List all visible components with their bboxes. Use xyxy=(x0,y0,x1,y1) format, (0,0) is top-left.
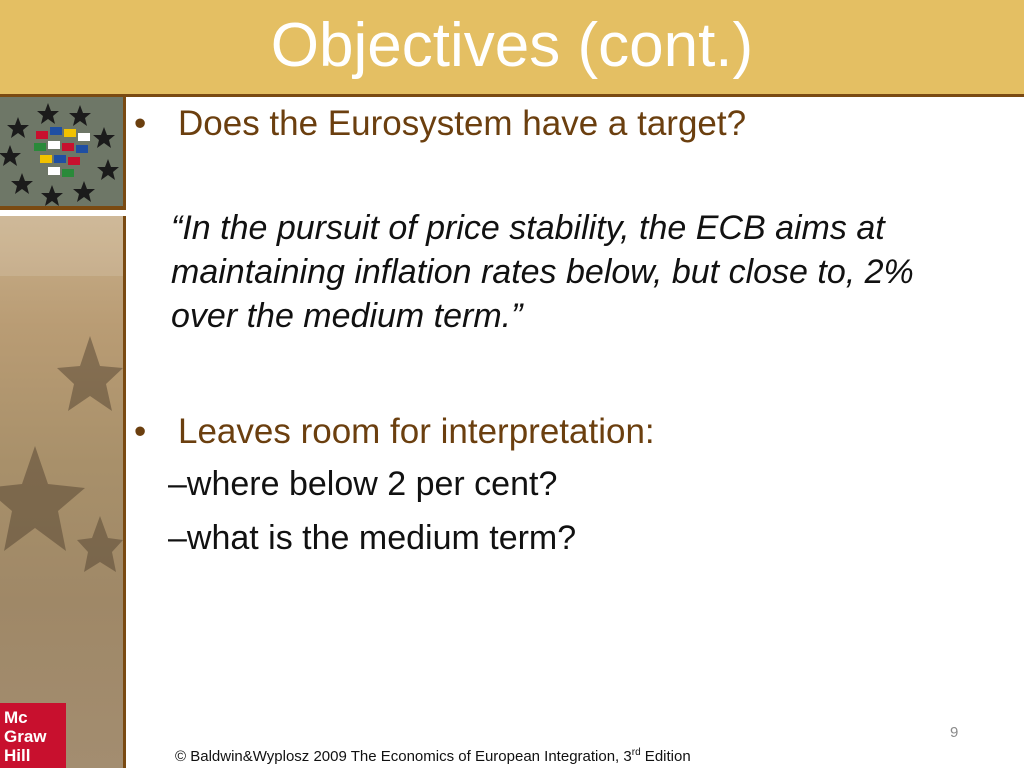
mcgraw-hill-wordmark xyxy=(2,707,64,767)
starfish-illustration xyxy=(0,216,123,768)
bullet-text: Does the Eurosystem have a target? xyxy=(178,104,747,143)
footer-text: © Baldwin&Wyplosz 2009 The Economics of European Integration, 3 xyxy=(175,748,632,765)
bullet-marker: • xyxy=(134,104,147,143)
title-bar xyxy=(0,0,1024,94)
sub-point: –what is the medium term? xyxy=(168,519,577,557)
mcgraw-hill-logo xyxy=(0,703,66,768)
footer-suffix: Edition xyxy=(640,748,691,765)
side-separator xyxy=(0,206,126,210)
side-panel xyxy=(0,97,128,768)
page-number: 9 xyxy=(950,724,959,741)
svg-text:Mc: Mc xyxy=(4,708,28,727)
title-divider xyxy=(0,94,1024,97)
eu-stars-illustration xyxy=(0,97,123,206)
slide-title: Objectives (cont.) xyxy=(270,11,754,80)
bullet-marker: • xyxy=(134,412,147,451)
sub-point: –where below 2 per cent? xyxy=(168,465,558,503)
copyright-footer xyxy=(175,748,691,765)
bullet-text: Leaves room for interpretation: xyxy=(178,412,655,451)
sand-starfish-image xyxy=(0,216,126,768)
ecb-quote: “In the pursuit of price stability, the ECB aims at maintaining inflation rates below, but close to, 2% over the medium term.” xyxy=(171,209,914,335)
svg-text:Hill: Hill xyxy=(4,746,31,765)
footer-superscript: rd xyxy=(631,747,641,758)
eu-flags-stars-image xyxy=(0,97,126,206)
svg-text:Graw: Graw xyxy=(4,727,47,746)
